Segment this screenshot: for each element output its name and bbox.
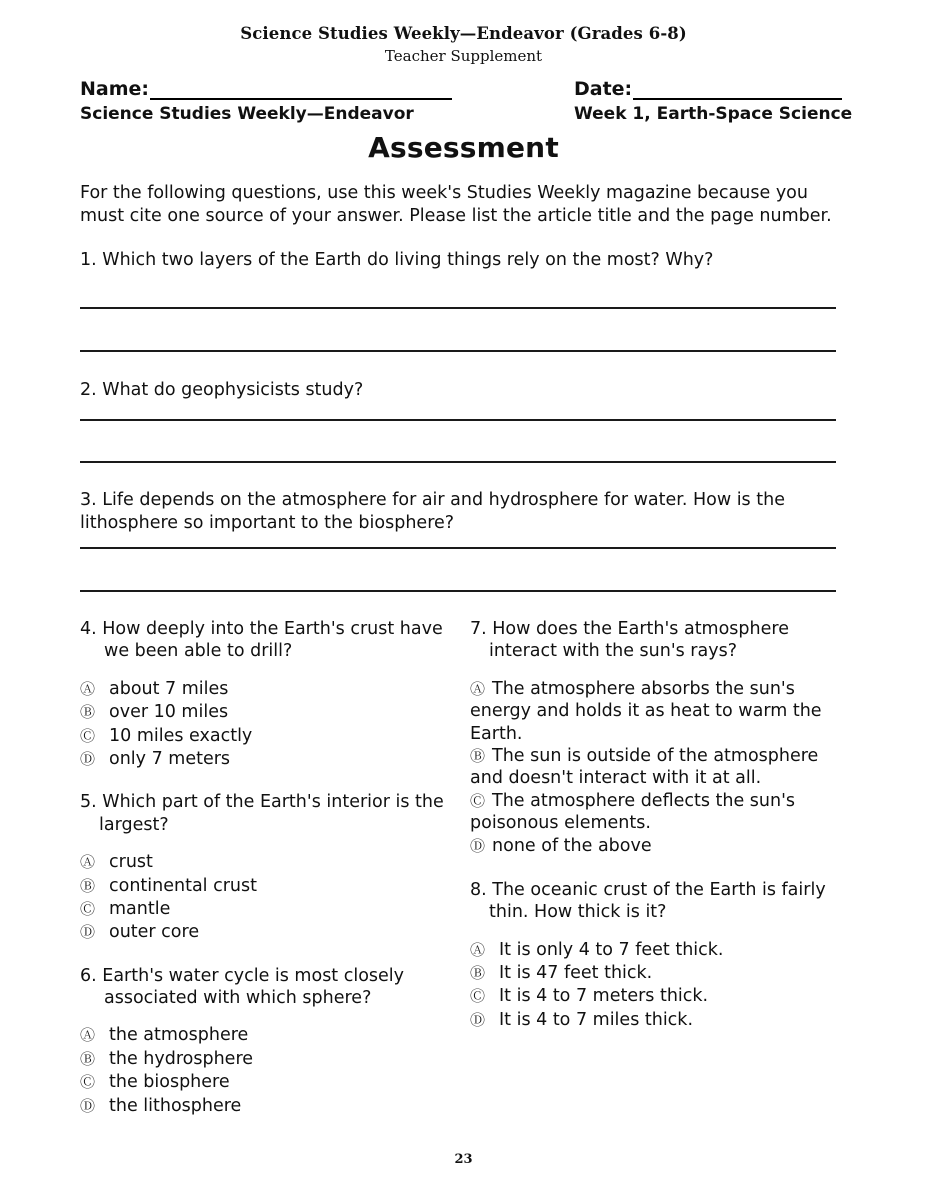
- question-4-choice-b-label: over 10 miles: [109, 702, 229, 723]
- question-6-choice-a-label: the atmosphere: [109, 1025, 249, 1046]
- question-6-choices: [80, 1024, 446, 1117]
- question-8-choice-c-label: It is 4 to 7 meters thick.: [499, 986, 709, 1007]
- publication-title: Science Studies Weekly—Endeavor (Grades 6-8): [240, 24, 687, 43]
- document-header: [0, 24, 927, 66]
- question-5-choice-d[interactable]: [80, 921, 446, 943]
- question-4-choice-a[interactable]: [80, 678, 446, 700]
- question-2-text: 2. What do geophysicists study?: [80, 380, 364, 400]
- week-topic-note: Week 1, Earth-Space Science: [574, 104, 853, 124]
- name-write-line[interactable]: [150, 81, 452, 100]
- circled-d-icon: Ⓓ: [470, 836, 486, 855]
- circled-c-icon: Ⓒ: [470, 987, 486, 1006]
- question-6-choice-d-label: the lithosphere: [109, 1095, 242, 1116]
- question-7-choice-c[interactable]: [470, 790, 842, 835]
- circled-a-icon: Ⓐ: [80, 853, 96, 872]
- question-5-choice-d-label: outer core: [109, 922, 200, 943]
- question-6-choice-d[interactable]: [80, 1095, 446, 1117]
- circled-a-icon: Ⓐ: [80, 679, 96, 698]
- circled-c-icon: Ⓒ: [80, 726, 96, 745]
- circled-c-icon: Ⓒ: [80, 899, 96, 918]
- question-5-stem: 5. Which part of the Earth's interior is the largest?: [80, 792, 444, 835]
- multiple-choice-left-column: [80, 618, 446, 1138]
- question-2-answer-line-2[interactable]: [80, 461, 836, 463]
- publication-name-note: Science Studies Weekly—Endeavor: [80, 104, 414, 124]
- question-5-choice-c-label: mantle: [109, 898, 171, 919]
- question-8-choice-b[interactable]: [470, 962, 842, 984]
- circled-b-icon: Ⓑ: [80, 1049, 96, 1068]
- question-8: [470, 879, 842, 1031]
- instructions-paragraph: For the following questions, use this week's Studies Weekly magazine because you must cite one source of your answer. Please list the article title and the page number.: [80, 183, 832, 227]
- page-title: Assessment: [368, 131, 559, 164]
- question-8-choice-b-label: It is 47 feet thick.: [499, 963, 653, 984]
- circled-b-icon: Ⓑ: [470, 746, 486, 765]
- question-2: [80, 379, 836, 402]
- question-7-choice-a-label: The atmosphere absorbs the sun's energy and holds it as heat to warm the Earth.: [470, 678, 822, 744]
- question-5-choice-a[interactable]: [80, 851, 446, 873]
- circled-d-icon: Ⓓ: [470, 1010, 486, 1029]
- question-4-choice-c[interactable]: [80, 725, 446, 747]
- question-8-choice-c[interactable]: [470, 985, 842, 1007]
- question-5-choice-b[interactable]: [80, 875, 446, 897]
- question-5-choice-c[interactable]: [80, 898, 446, 920]
- circled-c-icon: Ⓒ: [470, 791, 486, 810]
- question-6-choice-c[interactable]: [80, 1071, 446, 1093]
- date-write-line[interactable]: [633, 81, 842, 100]
- question-8-choices: [470, 939, 842, 1032]
- circled-d-icon: Ⓓ: [80, 749, 96, 768]
- question-7-choice-b[interactable]: [470, 745, 842, 790]
- question-8-choice-d-label: It is 4 to 7 miles thick.: [499, 1009, 694, 1030]
- question-8-stem: 8. The oceanic crust of the Earth is fairly thin. How thick is it?: [470, 879, 826, 923]
- circled-a-icon: Ⓐ: [80, 1026, 96, 1045]
- question-8-choice-a[interactable]: [470, 939, 842, 961]
- question-8-choice-d[interactable]: [470, 1009, 842, 1031]
- question-4-choice-b[interactable]: [80, 701, 446, 723]
- question-3-answer-line-2[interactable]: [80, 590, 836, 592]
- question-4-choice-c-label: 10 miles exactly: [109, 725, 253, 746]
- question-6: [80, 965, 446, 1117]
- question-7-choice-b-label: The sun is outside of the atmosphere and doesn't interact with it at all.: [470, 745, 819, 789]
- question-1-answer-line-1[interactable]: [80, 307, 836, 309]
- question-6-stem: 6. Earth's water cycle is most closely associated with which sphere?: [80, 965, 405, 1009]
- page-number: 23: [454, 1152, 473, 1167]
- question-5-choices: [80, 851, 446, 944]
- question-1-text: 1. Which two layers of the Earth do living things rely on the most? Why?: [80, 250, 714, 270]
- question-4-stem: 4. How deeply into the Earth's crust have we been able to drill?: [80, 619, 443, 662]
- question-7-choice-d[interactable]: [470, 835, 842, 857]
- question-8-choice-a-label: It is only 4 to 7 feet thick.: [499, 939, 724, 960]
- question-6-choice-b[interactable]: [80, 1048, 446, 1070]
- circled-a-icon: Ⓐ: [470, 940, 486, 959]
- question-3: [80, 489, 836, 535]
- question-7-choice-d-label: none of the above: [492, 835, 652, 856]
- circled-c-icon: Ⓒ: [80, 1073, 96, 1092]
- date-label: Date:: [574, 78, 633, 100]
- circled-b-icon: Ⓑ: [80, 876, 96, 895]
- question-2-answer-line-1[interactable]: [80, 419, 836, 421]
- question-5: [80, 791, 446, 943]
- question-4: [80, 618, 446, 770]
- question-7-choice-c-label: The atmosphere deflects the sun's poisonous elements.: [470, 790, 796, 834]
- multiple-choice-section: [80, 618, 842, 1128]
- question-6-choice-c-label: the biosphere: [109, 1072, 230, 1093]
- question-1: [80, 249, 836, 272]
- question-4-choice-a-label: about 7 miles: [109, 678, 229, 699]
- circled-d-icon: Ⓓ: [80, 923, 96, 942]
- question-3-answer-line-1[interactable]: [80, 547, 836, 549]
- circled-b-icon: Ⓑ: [80, 703, 96, 722]
- question-4-choice-d-label: only 7 meters: [109, 748, 231, 769]
- multiple-choice-right-column: [470, 618, 842, 1052]
- question-4-choice-d[interactable]: [80, 748, 446, 770]
- question-7-stem: 7. How does the Earth's atmosphere interact with the sun's rays?: [470, 619, 789, 662]
- circled-a-icon: Ⓐ: [470, 679, 486, 698]
- question-7-choices: [470, 678, 842, 857]
- question-7: [470, 618, 842, 857]
- question-6-choice-a[interactable]: [80, 1024, 446, 1046]
- question-7-choice-a[interactable]: [470, 678, 842, 745]
- circled-b-icon: Ⓑ: [470, 964, 486, 983]
- circled-d-icon: Ⓓ: [80, 1096, 96, 1115]
- question-5-choice-a-label: crust: [109, 852, 153, 873]
- question-5-choice-b-label: continental crust: [109, 875, 257, 896]
- name-date-row: [80, 78, 853, 128]
- name-field[interactable]: [80, 80, 452, 100]
- question-3-text: 3. Life depends on the atmosphere for air and hydrosphere for water. How is the lithosphere so important to the biosphere?: [80, 490, 785, 534]
- question-4-choices: [80, 678, 446, 771]
- date-field[interactable]: [574, 80, 842, 100]
- question-6-choice-b-label: the hydrosphere: [109, 1048, 254, 1069]
- name-label: Name:: [80, 78, 150, 100]
- question-1-answer-line-2[interactable]: [80, 350, 836, 352]
- publication-subtitle: Teacher Supplement: [384, 46, 543, 65]
